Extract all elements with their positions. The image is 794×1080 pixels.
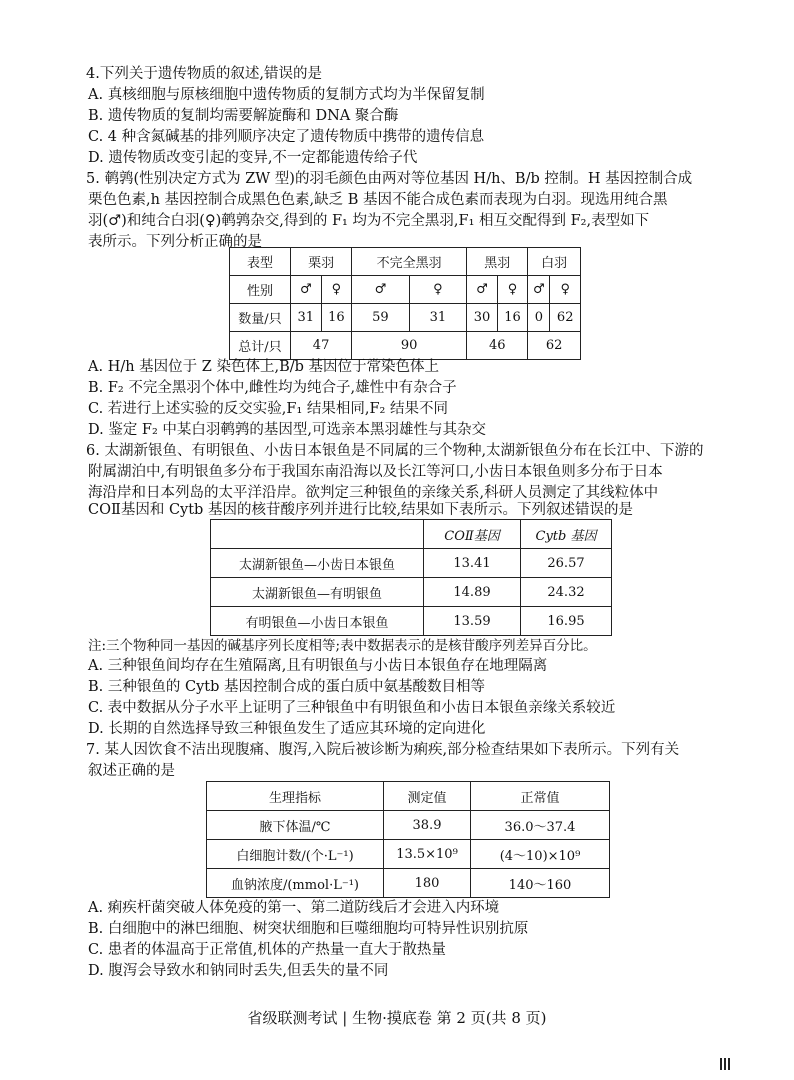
q7-option-c: C. 患者的体温高于正常值,机体的产热量一直大于散热量 — [88, 942, 446, 958]
table-cell: 黑羽 — [467, 248, 528, 276]
q6-note: 注:三个物种同一基因的碱基序列长度相等;表中数据表示的是核苷酸序列差异百分比。 — [88, 638, 597, 654]
table-cell: 测定值 — [384, 782, 471, 811]
q6-stem-line-4: COⅡ基因和 Cytb 基因的核苷酸序列并进行比较,结果如下表所示。下列叙述错误的是 — [88, 502, 634, 518]
table-cell: 0 — [528, 304, 550, 332]
table-cell: 46 — [467, 332, 528, 360]
table-cell: ♂ — [528, 276, 550, 304]
table-cell: 24.32 — [521, 578, 612, 607]
table-cell: 16 — [497, 304, 528, 332]
q6-stem-line-1: 6. 太湖新银鱼、有明银鱼、小齿日本银鱼是不同属的三个物种,太湖新银鱼分布在长江中、下游的 — [86, 443, 704, 459]
q5-stem-line-4: 表所示。下列分析正确的是 — [88, 234, 262, 250]
table-cell: (4～10)×10⁹ — [471, 840, 610, 869]
q6-option-a: A. 三种银鱼间均存在生殖隔离,且有明银鱼与小齿日本银鱼存在地理隔离 — [88, 658, 548, 674]
table-cell: 36.0～37.4 — [471, 811, 610, 840]
q5-option-d: D. 鉴定 F₂ 中某白羽鹌鹑的基因型,可选亲本黑羽雄性与其杂交 — [88, 422, 487, 438]
table-cell: 太湖新银鱼—小齿日本银鱼 — [211, 549, 424, 578]
table-cell: ♀ — [497, 276, 528, 304]
q7-stem-line-1: 7. 某人因饮食不洁出现腹痛、腹泻,入院后被诊断为痢疾,部分检查结果如下表所示。下列有关 — [86, 742, 680, 758]
table-cell: 13.41 — [424, 549, 521, 578]
table-cell: 38.9 — [384, 811, 471, 840]
table-row — [211, 607, 612, 636]
q4-option-d: D. 遗传物质改变引起的变异,不一定都能遗传给子代 — [88, 150, 418, 166]
q6-sequence-table — [210, 519, 612, 636]
table-row — [230, 304, 581, 332]
table-cell: 14.89 — [424, 578, 521, 607]
table-cell: 47 — [291, 332, 352, 360]
q6-stem-line-2: 附属湖泊中,有明银鱼多分布于我国东南沿海以及长江等河口,小齿日本银鱼则多分布于日本 — [88, 464, 663, 480]
table-cell: 正常值 — [471, 782, 610, 811]
table-cell: 血钠浓度/(mmol·L⁻¹) — [207, 869, 384, 898]
page-footer: 省级联测考试 | 生物·摸底卷 第 2 页(共 8 页) — [247, 1009, 547, 1027]
q7-option-a: A. 痢疾杆菌突破人体免疫的第一、第二道防线后才会进入内环境 — [88, 900, 500, 916]
q7-indicator-table — [206, 781, 610, 898]
q5-stem-line-1: 5. 鹌鹑(性别决定方式为 ZW 型)的羽毛颜色由两对等位基因 H/h、B/b 控制。H 基因控制合成 — [86, 171, 693, 187]
table-row — [207, 811, 610, 840]
table-cell: 白细胞计数/(个·L⁻¹) — [207, 840, 384, 869]
qr-code-icon — [720, 1058, 732, 1070]
q5-option-a: A. H/h 基因位于 Z 染色体上,B/b 基因位于常染色体上 — [88, 359, 440, 375]
table-cell: 31 — [409, 304, 467, 332]
table-cell: 90 — [352, 332, 467, 360]
table-cell: 30 — [467, 304, 498, 332]
q5-option-b: B. F₂ 不完全黑羽个体中,雌性均为纯合子,雄性中有杂合子 — [88, 380, 457, 396]
table-cell: 不完全黑羽 — [352, 248, 467, 276]
table-cell: 总计/只 — [230, 332, 291, 360]
table-cell: 16.95 — [521, 607, 612, 636]
table-cell: 13.59 — [424, 607, 521, 636]
table-header-cytb: Cytb 基因 — [521, 520, 612, 549]
table-cell: ♂ — [291, 276, 322, 304]
table-cell: 59 — [352, 304, 410, 332]
table-cell: 16 — [321, 304, 352, 332]
table-cell: 140～160 — [471, 869, 610, 898]
table-cell: ♀ — [321, 276, 352, 304]
table-row — [230, 276, 581, 304]
table-cell: 表型 — [230, 248, 291, 276]
q7-option-d: D. 腹泻会导致水和钠同时丢失,但丢失的量不同 — [88, 963, 389, 979]
table-cell: 腋下体温/℃ — [207, 811, 384, 840]
q5-stem-line-2: 栗色色素,h 基因控制合成黑色色素,缺乏 B 基因不能合成色素而表现为白羽。现选用纯合黑 — [88, 192, 668, 208]
q6-stem-line-3: 海沿岸和日本列岛的太平洋沿岸。欲判定三种银鱼的亲缘关系,科研人员测定了其线粒体中 — [88, 485, 659, 501]
q7-stem-line-2: 叙述正确的是 — [88, 763, 175, 779]
q4-stem: 4.下列关于遗传物质的叙述,错误的是 — [86, 66, 322, 82]
table-cell: 180 — [384, 869, 471, 898]
table-cell: 白羽 — [528, 248, 581, 276]
table-cell: 有明银鱼—小齿日本银鱼 — [211, 607, 424, 636]
table-cell: 数量/只 — [230, 304, 291, 332]
table-cell: 栗羽 — [291, 248, 352, 276]
table-cell: 生理指标 — [207, 782, 384, 811]
q5-phenotype-table — [229, 247, 581, 360]
q4-option-a: A. 真核细胞与原核细胞中遗传物质的复制方式均为半保留复制 — [88, 87, 485, 103]
table-cell: 62 — [550, 304, 581, 332]
table-row — [207, 782, 610, 811]
q4-option-b: B. 遗传物质的复制均需要解旋酶和 DNA 聚合酶 — [88, 108, 399, 124]
q7-option-b: B. 白细胞中的淋巴细胞、树突状细胞和巨噬细胞均可特异性识别抗原 — [88, 921, 529, 937]
table-row — [207, 869, 610, 898]
table-row — [211, 549, 612, 578]
table-cell — [211, 520, 424, 549]
table-cell: ♀ — [409, 276, 467, 304]
table-cell: 太湖新银鱼—有明银鱼 — [211, 578, 424, 607]
table-row — [207, 840, 610, 869]
table-cell: ♀ — [550, 276, 581, 304]
table-row — [230, 332, 581, 360]
table-row — [211, 520, 612, 549]
table-row — [230, 248, 581, 276]
table-cell: 26.57 — [521, 549, 612, 578]
table-cell: 性别 — [230, 276, 291, 304]
q6-option-c: C. 表中数据从分子水平上证明了三种银鱼中有明银鱼和小齿日本银鱼亲缘关系较近 — [88, 700, 616, 716]
table-cell: 13.5×10⁹ — [384, 840, 471, 869]
table-header-co2: COⅡ基因 — [424, 520, 521, 549]
q6-option-b: B. 三种银鱼的 Cytb 基因控制合成的蛋白质中氨基酸数目相等 — [88, 679, 485, 695]
qr-watermark — [720, 1058, 780, 1072]
q6-option-d: D. 长期的自然选择导致三种银鱼发生了适应其环境的定向进化 — [88, 721, 486, 737]
table-cell: 62 — [528, 332, 581, 360]
table-cell: 31 — [291, 304, 322, 332]
q5-option-c: C. 若进行上述实验的反交实验,F₁ 结果相同,F₂ 结果不同 — [88, 401, 448, 417]
q5-stem-line-3: 羽(♂)和纯合白羽(♀)鹌鹑杂交,得到的 F₁ 均为不完全黑羽,F₁ 相互交配得到 F₂,表型如下 — [88, 213, 650, 229]
table-cell: ♂ — [352, 276, 410, 304]
table-cell: ♂ — [467, 276, 498, 304]
table-row — [211, 578, 612, 607]
q4-option-c: C. 4 种含氮碱基的排列顺序决定了遗传物质中携带的遗传信息 — [88, 129, 485, 145]
